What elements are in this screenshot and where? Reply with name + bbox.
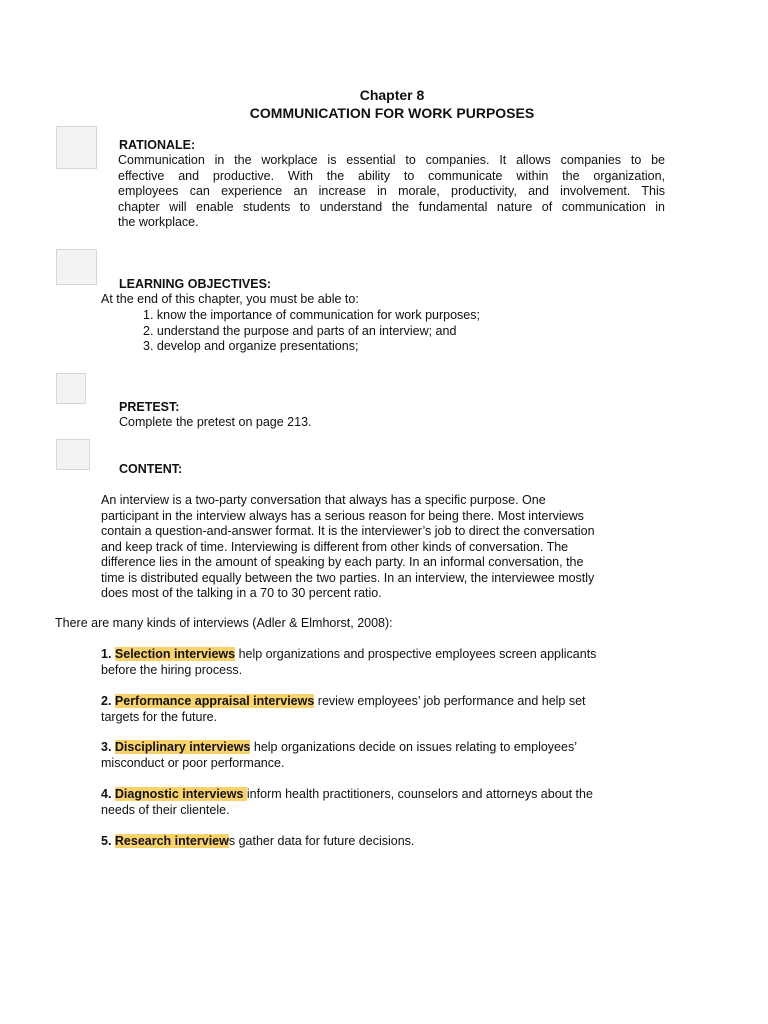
kind-description-cont: misconduct or poor performance.: [101, 755, 285, 770]
objective-item: 1. know the importance of communication for work purposes;: [143, 308, 480, 322]
content-line: time is distributed equally between the two parties. In an interview, the interviewee mostly: [101, 570, 595, 585]
kind-description: review employees’ job performance and help set: [314, 694, 586, 708]
rationale-line: chapter will enable students to understand the fundamental nature of communication in: [118, 199, 665, 214]
content-heading: CONTENT:: [119, 462, 183, 476]
kind-item: [101, 740, 671, 771]
rationale-icon: [56, 126, 97, 169]
kind-item: [101, 694, 671, 725]
pretest-heading: PRETEST:: [119, 400, 180, 414]
kind-number: 3.: [101, 740, 115, 754]
rationale-heading: RATIONALE:: [119, 138, 196, 152]
kind-number: 1.: [101, 647, 115, 661]
content-line: and keep track of time. Interviewing is different from other kinds of conversation. The: [101, 539, 569, 554]
rationale-line: effective and productive. With the ability to communicate within the organization,: [118, 168, 665, 183]
content-line: participant in the interview always has a serious reason for being there. Most interviews: [101, 508, 584, 523]
kind-description-cont: needs of their clientele.: [101, 802, 230, 817]
objectives-icon: [56, 249, 97, 285]
content-line: An interview is a two-party conversation that always has a specific purpose. One: [101, 493, 546, 507]
kind-term: Performance appraisal interviews: [114, 694, 315, 708]
kind-item: [101, 834, 671, 850]
content-line: contain a question-and-answer format. It is the interviewer’s job to direct the conversation: [101, 524, 595, 538]
kind-description: help organizations and prospective employees screen applicants: [235, 647, 597, 661]
pretest-text: Complete the pretest on page 213.: [119, 415, 312, 429]
objective-item: 3. develop and organize presentations;: [143, 339, 359, 353]
rationale-line: Communication in the workplace is essential to companies. It allows companies to be: [118, 153, 665, 167]
kind-description: inform health practitioners, counselors and attorneys about the: [246, 787, 593, 801]
kind-description-cont: targets for the future.: [101, 709, 218, 724]
kind-term: Selection interviews: [114, 647, 236, 661]
kind-item: [101, 787, 671, 818]
kind-description: s gather data for future decisions.: [228, 834, 415, 848]
rationale-line: employees can experience an increase in morale, productivity, and involvement. This: [118, 184, 665, 198]
rationale-body: [118, 153, 665, 231]
content-paragraph: [101, 493, 661, 602]
objectives-list: [143, 308, 480, 355]
objectives-intro: At the end of this chapter, you must be able to:: [101, 292, 359, 306]
rationale-line: the workplace.: [118, 215, 199, 229]
kind-description-cont: before the hiring process.: [101, 662, 243, 677]
pretest-icon: [56, 373, 86, 404]
kind-number: 5.: [101, 834, 115, 848]
objective-item: 2. understand the purpose and parts of an interview; and: [143, 323, 457, 338]
kind-term: Research interview: [114, 834, 229, 848]
objectives-heading: LEARNING OBJECTIVES:: [119, 277, 272, 291]
kind-number: 4.: [101, 787, 115, 801]
kind-term: Diagnostic interviews: [114, 787, 247, 801]
content-icon: [56, 439, 90, 470]
chapter-number: Chapter 8: [359, 87, 425, 103]
kind-term: Disciplinary interviews: [114, 740, 251, 754]
kinds-intro: There are many kinds of interviews (Adler & Elmhorst, 2008):: [55, 616, 393, 630]
kind-description: help organizations decide on issues relating to employees’: [250, 740, 577, 754]
kind-number: 2.: [101, 694, 115, 708]
chapter-title: COMMUNICATION FOR WORK PURPOSES: [249, 105, 535, 121]
kind-item: [101, 647, 671, 678]
content-line: does most of the talking in a 70 to 30 percent ratio.: [101, 586, 382, 600]
content-line: difference lies in the amount of speaking by each party. In an informal conversation, the: [101, 555, 584, 569]
